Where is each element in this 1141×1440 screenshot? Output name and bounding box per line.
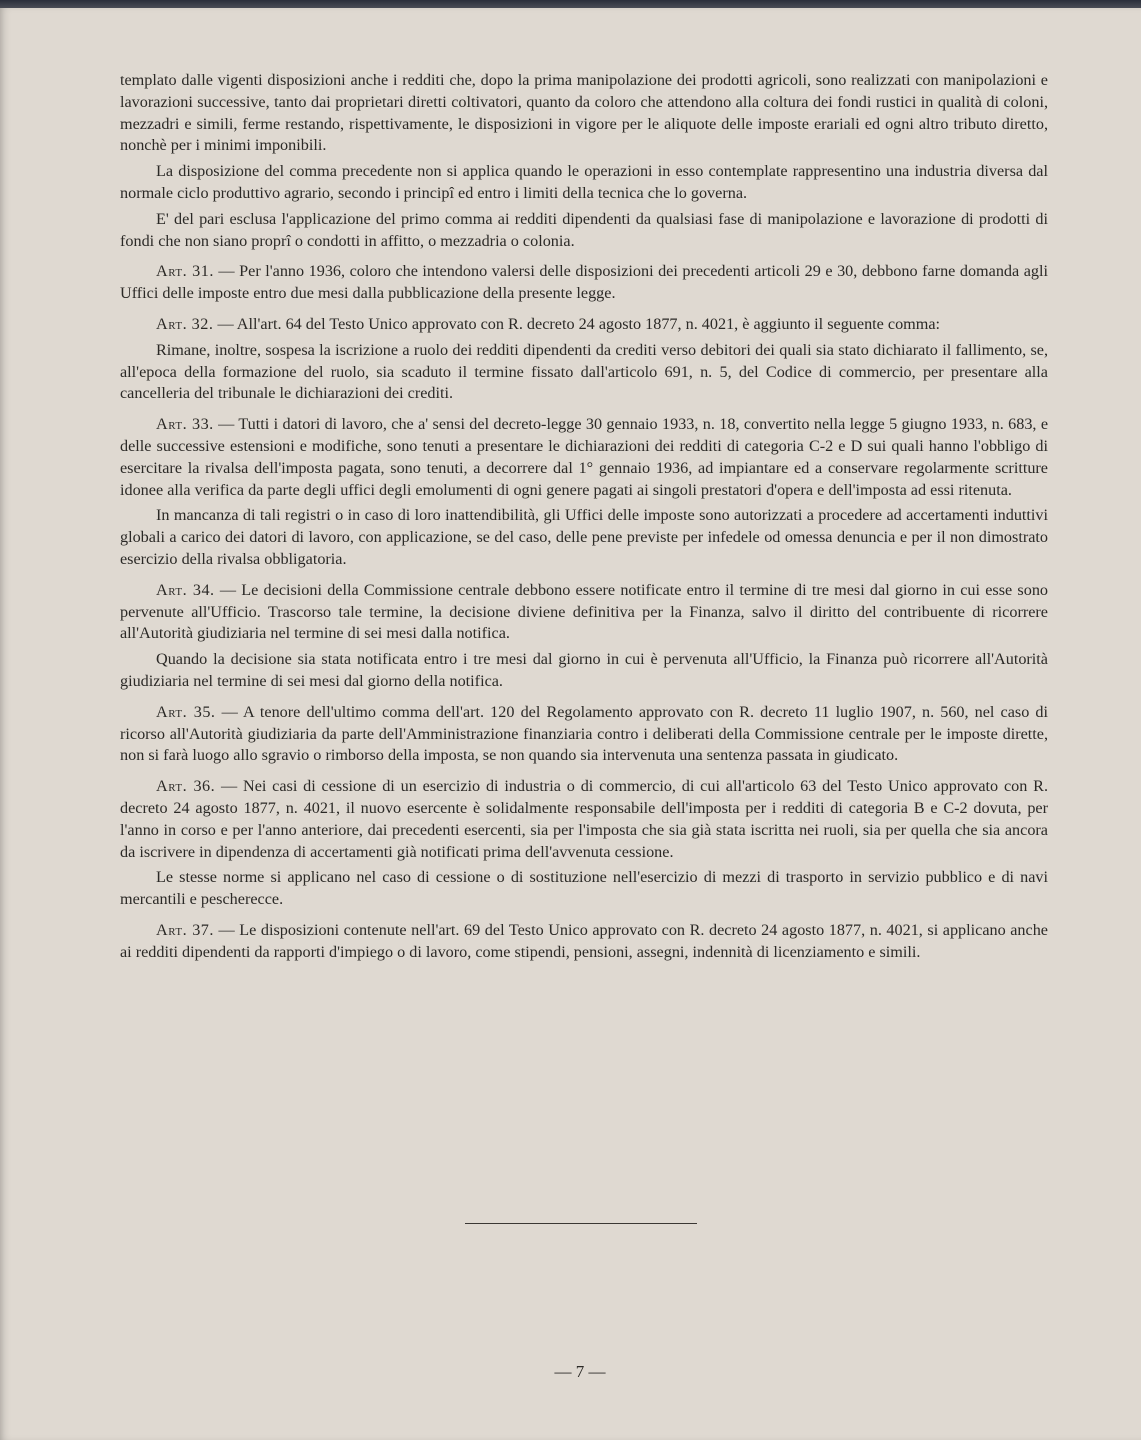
paragraph: In mancanza di tali registri o in caso di loro inattendibilità, gli Uffici delle imposte sono autorizzati a procedere ad accertamenti induttivi globali a carico dei datori di lavoro, con applicazione, se del caso, delle pene previste per infedele od omessa denuncia e per il non dimostrato esercizio della rivalsa obbligatoria.: [120, 506, 1048, 568]
article-text: — A tenore dell'ultimo comma dell'art. 120 del Regolamento approvato con R. decreto 11 luglio 1907, n. 560, nel caso di ricorso all'Autorità giudiziaria da parte dell'Amministrazione finanziaria contro i deliberati della Commissione centrale per le imposte dirette, non si farà luogo allo sgravio o rimborso della imposta, se non quando sia intervenuta una sentenza passata in giudicato.: [120, 702, 1048, 765]
scan-top-edge: [0, 0, 1141, 8]
paragraph: Quando la decisione sia stata notificata entro i tre mesi dal giorno in cui è pervenuta all'Ufficio, la Finanza può ricorrere all'Autorità giudiziaria nel termine di sei mesi dal giorno della notifica.: [120, 650, 1048, 690]
article-text: — Le decisioni della Commissione centrale debbono essere notificate entro il termine di tre mesi dal giorno in cui esse sono pervenute all'Ufficio. Trascorso tale termine, la decisione diviene definitiva per la Finanza, salvo il diritto del contribuente di ricorrere all'Autorità giudiziaria nel termine di sei mesi dalla notifica.: [120, 580, 1049, 643]
article-31: [120, 261, 1048, 305]
article-text: — Le disposizioni contenute nell'art. 69 del Testo Unico approvato con R. decreto 24 agosto 1877, n. 4021, si applicano anche ai redditi dipendenti da rapporti d'impiego o di lavoro, come stipendi, pensioni, assegni, indennità di licenziamento e simili.: [120, 920, 1048, 961]
document-body: [120, 70, 1048, 967]
article-35: [120, 702, 1048, 767]
end-rule: [465, 1223, 697, 1224]
article-heading: Art. 34.: [156, 580, 215, 599]
paragraph: La disposizione del comma precedente non si applica quando le operazioni in esso contemplate rappresentino una industria diversa dal normale ciclo produttivo agrario, secondo i principî ed entro i limiti della tecnica che lo governa.: [120, 162, 1048, 202]
article-text: — All'art. 64 del Testo Unico approvato con R. decreto 24 agosto 1877, n. 4021, è aggiunto il seguente comma:: [217, 314, 941, 333]
article-text: — Tutti i datori di lavoro, che a' sensi del decreto-legge 30 gennaio 1933, n. 18, convertito nella legge 5 giugno 1933, n. 683, e delle successive estensioni e modifiche, sono tenuti a presentare le dichiarazioni dei redditi di categoria C-2 e D sui quali hanno l'obbligo di esercitare la rivalsa dell'imposta pagata, sono tenuti, a decorrere dal 1° gennaio 1936, ad impiantare ed a conservare regolarmente scritture idonee alla verifica da parte degli uffici degli emolumenti di ogni genere pagati ai singoli prestatori d'opera e dell'imposta ad essi ritenuta.: [120, 415, 1048, 499]
article-heading: Art. 31.: [156, 262, 214, 281]
paragraph: templato dalle vigenti disposizioni anche i redditi che, dopo la prima manipolazione dei prodotti agricoli, sono realizzati con manipolazioni e lavorazioni successive, tanto dai proprietari diretti coltivatori, quanto da coloro che attendono alla coltura dei fondi rustici in qualità di coloni, mezzadri e simili, ferme restando, rispettivamente, le disposizioni in vigore per le aliquote delle imposte erariali ed ogni altro tributo diretto, nonchè per i minimi imponibili.: [120, 71, 1048, 155]
article-heading: Art. 32.: [156, 314, 214, 333]
page-number: — 7 —: [554, 1362, 606, 1381]
article-text: — Nei casi di cessione di un esercizio di industria o di commercio, di cui all'articolo 63 del Testo Unico approvato con R. decreto 24 agosto 1877, n. 4021, il nuovo esercente è solidalmente responsabile dell'imposta per i redditi di categoria B e C-2 dovuta, per l'anno in corso e per l'anno anteriore, dai precedenti esercenti, sia per l'imposta che sia già stata iscritta nei ruoli, sia per quella che sia ancora da iscrivere in dipendenza di accertamenti già notificati prima dell'avvenuta cessione.: [120, 777, 1048, 861]
article-33: [120, 414, 1048, 501]
article-text: — Per l'anno 1936, coloro che intendono valersi delle disposizioni dei precedenti articoli 29 e 30, debbono farne domanda agli Uffici delle imposte entro due mesi dalla pubblicazione della presente legge.: [120, 262, 1048, 303]
article-heading: Art. 33.: [156, 415, 214, 434]
paragraph: Rimane, inoltre, sospesa la iscrizione a ruolo dei redditi dipendenti da crediti verso debitori dei quali sia stato dichiarato il fallimento, se, all'epoca della formazione del ruolo, sia scaduto il termine fissato dall'articolo 691, n. 5, del Codice di commercio, per presentare alla cancelleria del tribunale le dichiarazioni dei crediti.: [120, 340, 1048, 403]
article-heading: Art. 35.: [156, 702, 216, 721]
paragraph: Le stesse norme si applicano nel caso di cessione o di sostituzione nell'esercizio di mezzi di trasporto in servizio pubblico e di navi mercantili e pescherecce.: [120, 868, 1048, 909]
article-heading: Art. 36.: [156, 777, 216, 796]
article-37: [120, 920, 1048, 964]
article-32: [120, 314, 1048, 336]
paragraph: E' del pari esclusa l'applicazione del primo comma ai redditi dipendenti da qualsiasi fase di manipolazione e lavorazione di prodotti di fondi che non siano proprî o condotti in affitto, o mezzadria o colonia.: [120, 209, 1048, 250]
article-heading: Art. 37.: [156, 920, 214, 939]
article-34: [120, 580, 1048, 645]
article-36: [120, 776, 1048, 863]
